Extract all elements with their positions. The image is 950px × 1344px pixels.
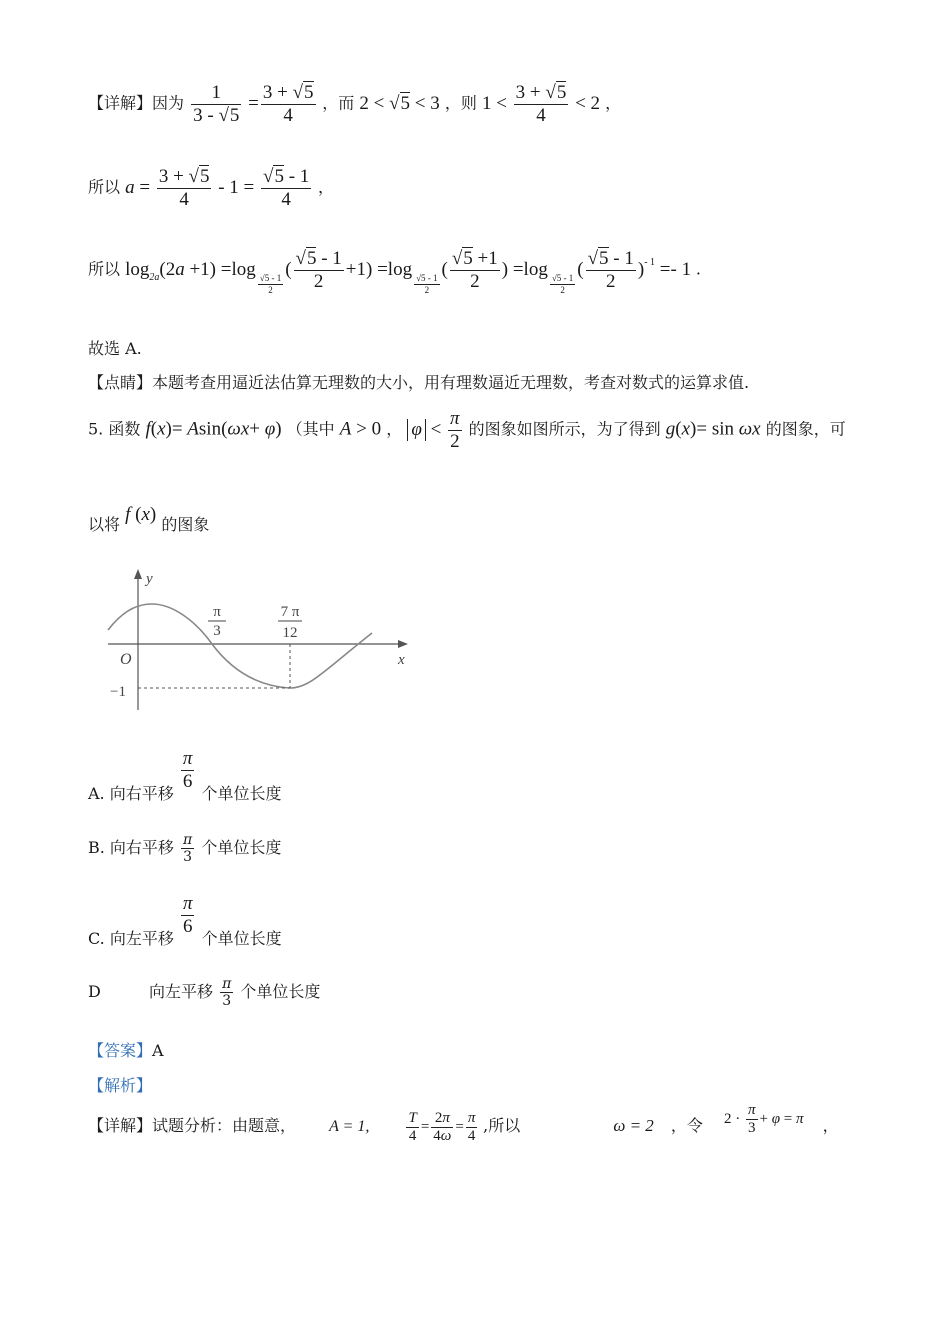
line1-end: ，: [605, 93, 622, 113]
dianjing-line: 【点睛】本题考查用逼近法估算无理数的大小，用有理数逼近无理数，考查对数式的运算求值.: [88, 373, 750, 392]
line1-ze: ，则: [444, 93, 477, 113]
y-label: y: [146, 571, 153, 587]
q5-line2-a: 以将: [88, 515, 121, 534]
q5-line2-b: 的图象: [161, 515, 210, 534]
answer-tag: 【答案】: [88, 1041, 153, 1060]
detail-so: ,所以: [483, 1116, 521, 1136]
tick2-num: 7 π: [280, 604, 300, 620]
question-5-line-1: 5. 函数 f(x)= Asin(ωx+ φ) （其中 A > 0 ， φ < $\frac{\pi}{2}$ 的图象如图所示，为了得到 g(x)= sin ωx 的图象，可: [88, 408, 846, 452]
option-d-letter: D: [88, 982, 101, 1002]
line1-math-b: 2 < √5 < 3: [359, 92, 440, 114]
line3-end: .: [695, 259, 701, 279]
option-a-label: A. 向右平移: [88, 783, 174, 803]
detail-end: ，: [822, 1116, 839, 1136]
option-b-label: B. 向右平移: [88, 838, 174, 858]
detail-phase-eq: 2 · $\frac{\pi}{3}$ + φ = π: [724, 1102, 804, 1137]
analysis-tag: 【解析】: [88, 1076, 153, 1095]
detail-omega: ω = 2: [613, 1116, 654, 1136]
detail-a-eq: A = 1,: [329, 1118, 370, 1136]
q5-number: 5. 函数: [88, 419, 141, 439]
detail-ling: ，令: [670, 1116, 703, 1136]
detail-period-eq: $\frac{T}{4}$ = $\frac{2\pi}{4\omega}$ = $\frac{\pi}{4}$: [408, 1110, 476, 1145]
solution-line-3: [88, 248, 701, 295]
detail-line: [88, 1102, 839, 1146]
solution-line-2: [88, 166, 334, 211]
tick2-den: 12: [282, 625, 298, 641]
q5-end: 的图象，可: [765, 419, 846, 439]
line1-math-a: $\frac{1}{3 - √5}$ = $\frac{3 + √5}{4}$: [193, 82, 314, 126]
line1-prefix: 【详解】因为: [88, 93, 185, 113]
conclusion-line: 故选 A.: [88, 339, 142, 358]
line2-math: a = $\frac{3 + √5}{4}$ - 1 = $\frac{√5 - 1}{4}$: [125, 166, 310, 210]
line1-er: ，而: [322, 93, 355, 113]
option-b-tail: 个单位长度: [201, 838, 282, 858]
option-c[interactable]: [88, 893, 282, 949]
q5-fx: f (x): [125, 504, 157, 525]
option-d-frac: $\frac{\pi}{3}$: [222, 976, 232, 1010]
question-5-line-2: [88, 504, 209, 535]
option-c-frac: $\frac{\pi}{6}$: [182, 893, 193, 937]
option-d[interactable]: [88, 976, 320, 1009]
line3-prefix: 所以: [88, 259, 121, 279]
q5-fx-def: f: [145, 418, 151, 440]
option-c-label: C. 向左平移: [88, 928, 174, 948]
neg-one-label: −1: [110, 684, 126, 700]
q5-a-cond: A > 0: [339, 418, 382, 440]
tick1-num: π: [213, 604, 221, 620]
solution-line-1: [88, 82, 621, 127]
option-a[interactable]: [88, 748, 281, 804]
q5-mid: 的图象如图所示，为了得到: [468, 419, 661, 439]
function-graph: [100, 560, 420, 715]
option-c-tail: 个单位长度: [201, 928, 282, 948]
option-d-label: 向左平移: [149, 982, 214, 1002]
q5-gx-def: g(x)= sin ωx: [665, 418, 761, 440]
answer-line: [88, 1038, 164, 1061]
option-b[interactable]: [88, 832, 281, 865]
origin-label: O: [120, 651, 132, 668]
detail-prefix: 【详解】试题分析：由题意，: [88, 1116, 297, 1136]
tick1-den: 3: [213, 623, 221, 639]
q5-comma: ，: [386, 419, 403, 439]
line1-math-c: 1 < $\frac{3 + √5}{4}$ < 2: [481, 82, 601, 126]
option-d-tail: 个单位长度: [240, 982, 321, 1002]
line2-end: ，: [318, 177, 335, 197]
q5-phi-cond: φ < $\frac{\pi}{2}$: [407, 419, 463, 440]
option-a-frac: $\frac{\pi}{6}$: [182, 748, 193, 792]
option-b-frac: $\frac{\pi}{3}$: [183, 832, 193, 866]
line3-math: $\log_{2a}(2a +1) =\log$ $\frac{√5 - 1}{2}$ ( $\frac{√5 - 1}{2}$ +1) =log $\frac{√5 - 1}{2}$ ( $\frac{√5 +1}{2}$ ) =log $\frac{√5 - 1}{2}$ ( $\frac{√5 - 1}{2}$ )$^{- 1}$ =- 1: [125, 248, 696, 295]
option-a-tail: 个单位长度: [201, 783, 282, 803]
answer-value: A: [152, 1041, 164, 1060]
line2-prefix: 所以: [88, 177, 121, 197]
q5-paren: （其中: [286, 419, 335, 439]
x-label: x: [398, 652, 405, 668]
